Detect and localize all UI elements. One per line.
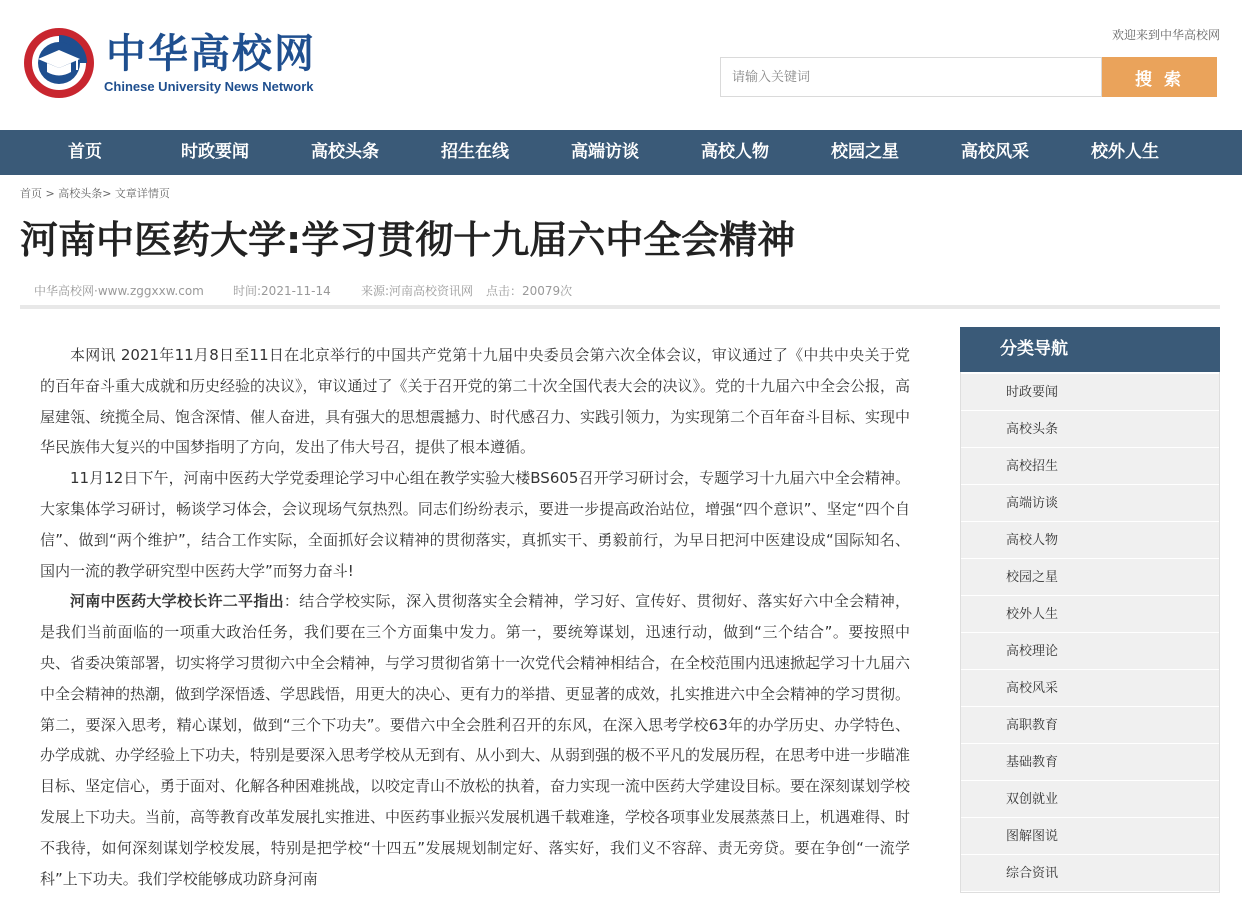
article-title: 河南中医药大学:学习贯彻十九届六中全会精神 [20,218,796,262]
category-sidebar [960,327,1220,893]
sidebar-item-interviews[interactable]: 高端访谈 [961,485,1219,522]
sidebar-item-vocational[interactable]: 高职教育 [961,707,1219,744]
sidebar-item-general-news[interactable]: 综合资讯 [961,855,1219,892]
nav-item-campus-style[interactable]: 高校风采 [961,142,1029,162]
article-site: 中华高校网·www.zggxxw.com [34,284,204,298]
article-time: 时间:2021-11-14 [233,284,331,298]
nav-item-people[interactable]: 高校人物 [701,142,769,162]
article-click-count: 点击：20079次 [486,284,573,298]
graduation-cap-logo-icon[interactable] [22,26,96,100]
sidebar-item-graphics[interactable]: 图解图说 [961,818,1219,855]
article-paragraph-lead: 河南中医药大学校长许二平指出 [70,592,284,611]
sidebar-item-employment[interactable]: 双创就业 [961,781,1219,818]
logo-english-name[interactable]: Chinese University News Network [104,79,314,94]
sidebar-item-campus-stars[interactable]: 校园之星 [961,559,1219,596]
logo-chinese-name[interactable]: 中华高校网 [106,30,316,77]
search-input[interactable] [720,57,1102,97]
nav-item-politics[interactable]: 时政要闻 [181,142,249,162]
search-button[interactable]: 搜 索 [1102,57,1217,97]
nav-item-admissions[interactable]: 招生在线 [441,142,509,162]
article-source: 来源:河南高校资讯网 [361,284,474,298]
site-header [0,0,1242,130]
divider [20,305,1220,309]
nav-item-headlines[interactable]: 高校头条 [311,142,379,162]
sidebar-item-campus-style[interactable]: 高校风采 [961,670,1219,707]
article-body [40,340,910,894]
nav-item-campus-stars[interactable]: 校园之星 [831,142,899,162]
sidebar-item-theory[interactable]: 高校理论 [961,633,1219,670]
sidebar-item-life[interactable]: 校外人生 [961,596,1219,633]
article-paragraph-text: ：结合学校实际，深入贯彻落实全会精神，学习好、宣传好、贯彻好、落实好六中全会精神，是我们当前面临的一项重大政治任务，我们要在三个方面集中发力。第一，要统筹谋划，迅速行动，做到“三个结合”。要按照中央、省委决策部署，切实将学习贯彻六中全会精神，与学习贯彻省第十一次党代会精神相结合，在全校范围内迅速掀起学习十九届六中全会精神的热潮，做到学深悟透、学思践悟，用更大的决心、更有力的举措、更显著的成效，扎实推进六中全会精神的学习贯彻。第二，要深入思考，精心谋划，做到“三个下功夫”。要借六中全会胜利召开的东风，在深入思考学校63年的办学历史、办学特色、办学成就、办学经验上下功夫，特别是要深入思考学校从无到有、从小到大、从弱到强的极不平凡的发展历程，在思考中进一步瞄准目标、坚定信心，勇于面对、化解各种困难挑战，以咬定青山不放松的执着，奋力实现一流中医药大学建设目标。要在深刻谋划学校发展上下功夫。当前，高等教育改革发展扎实推进、中医药事业振兴发展机遇千载难逢，学校各项事业发展蒸蒸日上，机遇难得、时不我待，如何深刻谋划学校发展，特别是把学校“十四五”发展规划制定好、落实好，我们义不容辞、责无旁贷。要在争创“一流学科”上下功夫。我们学校能够成功跻身河南 [40,592,911,888]
sidebar-title: 分类导航 [960,327,1220,372]
main-nav [0,130,1242,175]
nav-item-home[interactable]: 首页 [68,142,102,162]
sidebar-item-headlines[interactable]: 高校头条 [961,411,1219,448]
sidebar-item-basic-education[interactable]: 基础教育 [961,744,1219,781]
welcome-text: 欢迎来到中华高校网 [1111,28,1220,42]
article-paragraph: 11月12日下午，河南中医药大学党委理论学习中心组在教学实验大楼BS605召开学习研讨会，专题学习十九届六中全会精神。大家集体学习研讨，畅谈学习体会，会议现场气氛热烈。同志们纷纷表示，要进一步提高政治站位，增强“四个意识”、坚定“四个自信”、做到“两个维护”，结合工作实际，全面抓好会议精神的贯彻落实，真抓实干、勇毅前行，为早日把河中医建设成“国际知名、国内一流的教学研究型中医药大学”而努力奋斗! [40,469,910,580]
sidebar-item-admissions[interactable]: 高校招生 [961,448,1219,485]
sidebar-item-people[interactable]: 高校人物 [961,522,1219,559]
nav-item-life[interactable]: 校外人生 [1091,142,1159,162]
sidebar-item-politics[interactable]: 时政要闻 [961,374,1219,411]
breadcrumb[interactable]: 首页 > 高校头条> 文章详情页 [20,187,170,200]
article-paragraph: 本网讯 2021年11月8日至11日在北京举行的中国共产党第十九届中央委员会第六次全体会议，审议通过了《中共中央关于党的百年奋斗重大成就和历史经验的决议》，审议通过了《关于召开党的第二十次全国代表大会的决议》。党的十九届六中全会公报，高屋建瓴、统揽全局、饱含深情、催人奋进，具有强大的思想震撼力、时代感召力、实践引领力，为实现第二个百年奋斗目标、实现中华民族伟大复兴的中国梦指明了方向，发出了伟大号召，提供了根本遵循。 [40,346,911,457]
article-paragraph [40,586,910,894]
nav-item-interviews[interactable]: 高端访谈 [571,142,639,162]
